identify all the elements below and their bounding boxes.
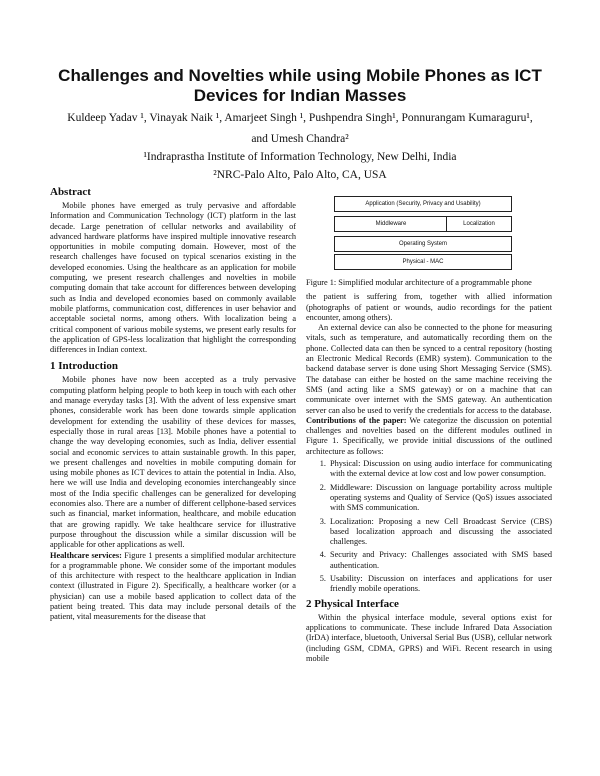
healthcare-label: Healthcare services: [50,550,122,560]
list-item: 5. Usability: Discussion on interfaces and applications for user friendly mobile operations. [328,574,552,595]
introduction-paragraph-1: Mobile phones have now been accepted as a truly pervasive computing platform helping people to both keep in touch with each other and manage everyday tasks [3]. With the advent of less expensive smart phones, considerable work has been done towards simple application development for extending the usability of these devices for masses, especially those in rural areas [13]. Mobile phones have a potential to change the way developing economies, such as India, deliver essential social and economic services to attain sustainable growth. In this paper, we present challenges and novelties in mobile computing domain for using mobile phones as ICT devices to attain the potential in India. Also, here we will use India and developing economies interchangeably since most of the India specific challenges can be generalized for developing economies also. There are a number of different cellphone-based services such as financial, market information, healthcare, and mobile education that are growing rapidly. We take healthcare service for illustrative purpose throughout the discussion while a similar discussion will be applicable for other applications as well. [50,375,296,550]
architecture-figure [334,196,512,296]
figure-caption: Figure 1: Simplified modular architecture of a programmable phone [306,278,532,287]
list-item: 1. Physical: Discussion on using audio interface for communicating with the external device at low cost and low power consumption. [328,459,552,480]
affiliation-1: ¹Indraprastha Institute of Information Technology, New Delhi, India [143,151,457,163]
author-list [40,108,560,150]
figure-physical-box: Physical - MAC [334,254,512,270]
introduction-paragraph-2 [50,551,296,623]
figure-os-box: Operating System [334,236,512,252]
left-column [50,186,296,623]
author-line-2: and Umesh Chandra² [251,133,349,145]
abstract-text: Mobile phones have emerged as truly pervasive and affordable Information and Communication Technology (ICT) platform in the last decade. Large penetration of cellular networks and availability of advanced hardware platforms have inspired multiple innovative research opportunities in mobile computing domain. However, most of the research challenges have focused on typical scenarios existing in the developed economies. Using the healthcare as an application for mobile computing, we present research challenges and novelties in mobile computing domain that take account for differences between developing such as India and developed economies based on commonly available mobile platforms, communication cost, differences in user behavior and acceptable societal norms, among others. With localization being a critical component of various mobile systems, we present early results for the application of GPS-less localization that highlight the corresponding differences in Indian context. [50,201,296,355]
right-column [306,192,552,664]
abstract-heading: Abstract [50,186,91,198]
right-paragraph-2: An external device can also be connected to the phone for measuring vitals, such as temperature, and automatically recording them on the phone. Collected data can then be synced to a central repository (hosting an Electronic Medical Records (EMR) system). Communication to the backend database server is done using Short Messaging Service (SMS). The database can either be hosted on the same machine receiving the SMS (and acting like a SMS gateway) or on a machine that can communicate over internet with the SMS gateway. An authentication server can also be used to verify the credentials for access to the database. [306,323,552,415]
contributions-list [306,459,552,595]
healthcare-text: Figure 1 presents a simplified modular architecture for a programmable phone. We consider some of the important modules of this architecture with respect to the healthcare application in Indian context (illustrated in Figure 2). Specifically, a healthcare worker (or a physician) can use a mobile based application to collect data of the patient being treated. This data may include personal details of the patient, vital measurements for the disease that [50,550,296,622]
affiliation-2: ²NRC-Palo Alto, Palo Alto, CA, USA [213,169,387,181]
author-line-1: Kuldeep Yadav ¹, Vinayak Naik ¹, Amarjeet Singh ¹, Pushpendra Singh¹, Ponnurangam Kumaraguru¹, [67,112,533,124]
physical-interface-text: Within the physical interface module, several options exist for applications to communicate. These include Infrared Data Association (IrDA) interface, bluetooth, Universal Serial Bus (USB), cellular network (including GSM, CDMA, GPRS) and WiFi. Recent research in using mobile [306,612,552,663]
contributions-label: Contributions of the paper: [306,415,407,425]
list-item: 2. Middleware: Discussion on language portability across multiple operating systems and Quality of Service (QoS) issues associated with SMS communication. [328,483,552,514]
contributions-text: We categorize the discussion on potential challenges and novelties based on the different modules outlined in Figure 1. Specifically, we provide initial discussions of the outlined architecture as follows: [306,415,552,456]
list-item: 4. Security and Privacy: Challenges associated with SMS based authentication. [328,550,552,571]
figure-application-box: Application (Security, Privacy and Usability) [334,196,512,212]
figure-middleware-box: Middleware [334,216,448,232]
physical-interface-heading: 2 Physical Interface [306,597,399,610]
introduction-heading: 1 Introduction [50,360,118,373]
list-item: 3. Localization: Proposing a new Cell Broadcast Service (CBS) based localization approach and discussing the associated challenges. [328,517,552,548]
figure-localization-box: Localization [446,216,512,232]
contributions-paragraph [306,416,552,457]
paper-title: Challenges and Novelties while using Mobile Phones as ICT Devices for Indian Masses [58,66,542,105]
right-paragraph-1: the patient is suffering from, together with allied information (photographs of patient or wounds, audio recordings for the patient encounter, among others). [306,292,552,322]
